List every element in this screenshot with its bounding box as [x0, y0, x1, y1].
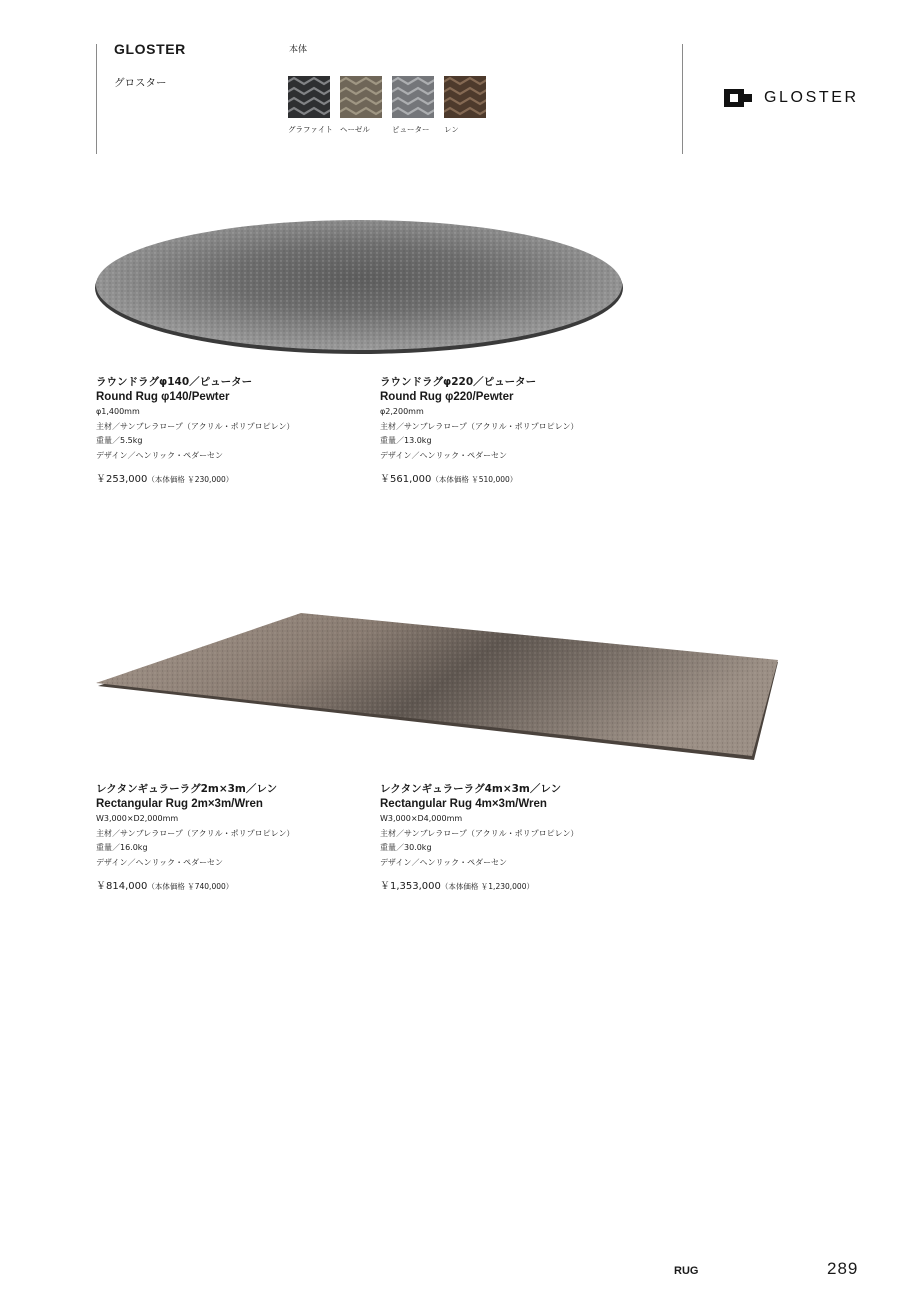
product-weight: 重量／16.0kg: [96, 843, 148, 852]
price-base: （本体価格 ￥510,000）: [431, 475, 518, 484]
gloster-logo: [724, 89, 859, 107]
product-size: φ2,200mm: [380, 407, 424, 416]
price-tax-incl: ￥561,000: [380, 474, 432, 485]
swatch-hazel: [340, 76, 382, 135]
price-base: （本体価格 ￥230,000）: [147, 475, 234, 484]
footer-category: RUG: [674, 1265, 699, 1277]
brand-name: GLOSTER: [114, 41, 186, 57]
product-weight: 重量／5.5kg: [96, 436, 143, 445]
product-price: [96, 877, 356, 892]
product-price: [380, 470, 640, 485]
product-rect-rug-4x3: [380, 782, 640, 892]
product-round-rug-140: [96, 375, 356, 485]
swatch-label: ヘーゼル: [340, 125, 370, 134]
product-name-en: Round Rug φ220/Pewter: [380, 391, 514, 403]
price-tax-incl: ￥253,000: [96, 474, 148, 485]
product-price: [96, 470, 356, 485]
product-name-jp: レクタンギュラーラグ4m×3m／レン: [380, 783, 562, 795]
price-base: （本体価格 ￥740,000）: [147, 882, 234, 891]
wren-weave-swatch-icon: [444, 76, 486, 118]
header-divider-right: [682, 44, 683, 154]
graphite-weave-swatch-icon: [288, 76, 330, 118]
price-tax-incl: ￥814,000: [96, 881, 148, 892]
swatch-label: レン: [444, 125, 459, 134]
product-rect-rug-2x3: [96, 782, 356, 892]
color-swatches: [288, 76, 486, 135]
product-name-en: Rectangular Rug 4m×3m/Wren: [380, 798, 547, 810]
swatch-pewter: [392, 76, 434, 135]
swatch-wren: [444, 76, 486, 135]
product-size: W3,000×D4,000mm: [380, 814, 463, 823]
gloster-logo-mark-icon: [724, 89, 752, 107]
swatch-label: ピューター: [392, 125, 430, 134]
product-name-en: Rectangular Rug 2m×3m/Wren: [96, 798, 263, 810]
product-material: 主材／サンブレラロープ（アクリル・ポリプロピレン）: [96, 828, 295, 838]
brand-kana: グロスター: [114, 77, 167, 89]
pewter-weave-swatch-icon: [392, 76, 434, 118]
hazel-weave-swatch-icon: [340, 76, 382, 118]
page-number: 289: [827, 1259, 859, 1278]
product-weight: 重量／30.0kg: [380, 843, 432, 852]
product-round-rug-220: [380, 375, 640, 485]
price-tax-incl: ￥1,353,000: [380, 881, 441, 892]
header-divider-left: [96, 44, 97, 154]
price-base: （本体価格 ￥1,230,000）: [440, 882, 534, 891]
swatch-graphite: [288, 76, 333, 135]
product-name-en: Round Rug φ140/Pewter: [96, 391, 230, 403]
product-design: デザイン／ヘンリック・ペダーセン: [380, 450, 507, 460]
product-design: デザイン／ヘンリック・ペダーセン: [380, 857, 507, 867]
product-name-jp: ラウンドラグφ220／ピューター: [380, 376, 537, 388]
product-price: [380, 877, 640, 892]
product-material: 主材／サンブレラロープ（アクリル・ポリプロピレン）: [380, 828, 579, 838]
logo-text: GLOSTER: [764, 89, 859, 106]
product-size: W3,000×D2,000mm: [96, 814, 179, 823]
product-weight: 重量／13.0kg: [380, 436, 432, 445]
product-material: 主材／サンブレラロープ（アクリル・ポリプロピレン）: [96, 421, 295, 431]
round-rug-photo: [94, 216, 624, 356]
frame-color-label: 本体: [289, 45, 308, 55]
product-material: 主材／サンブレラロープ（アクリル・ポリプロピレン）: [380, 421, 579, 431]
rectangular-rug-photo: [94, 612, 782, 762]
product-name-jp: ラウンドラグφ140／ピューター: [96, 376, 253, 388]
product-name-jp: レクタンギュラーラグ2m×3m／レン: [96, 783, 278, 795]
product-design: デザイン／ヘンリック・ペダーセン: [96, 450, 223, 460]
product-design: デザイン／ヘンリック・ペダーセン: [96, 857, 223, 867]
swatch-label: グラファイト: [288, 125, 333, 134]
product-size: φ1,400mm: [96, 407, 140, 416]
